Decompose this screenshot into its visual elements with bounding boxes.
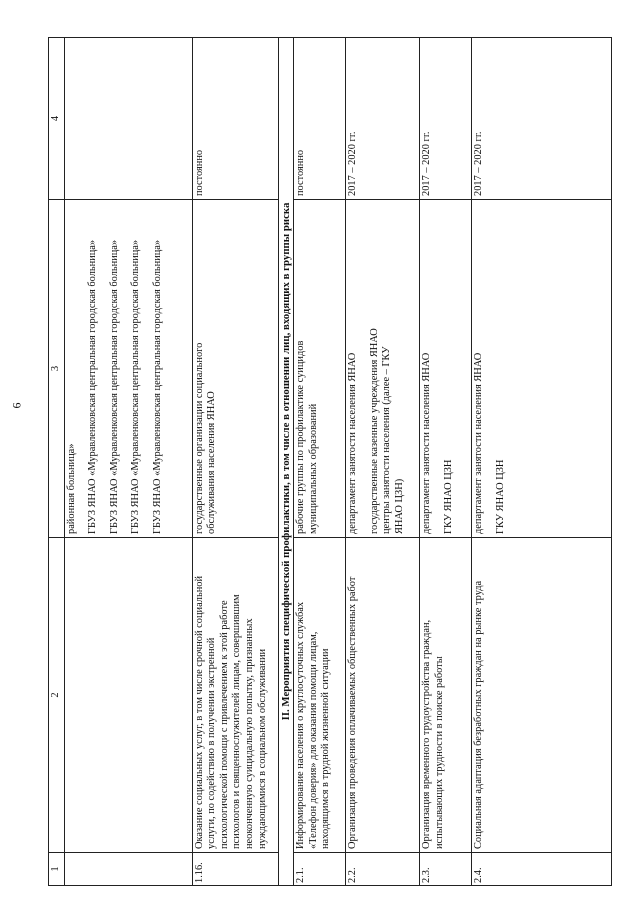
cell-organizations — [192, 200, 278, 538]
org-block — [152, 203, 165, 534]
cell-num: 2.2. — [346, 853, 420, 886]
header-row — [49, 38, 65, 886]
org-line: ЯНАО ЦЗН) — [393, 478, 405, 534]
measure-line: Социальная адаптация безработных граждан на рынке труда — [473, 580, 485, 849]
table-row-2-4 — [472, 38, 612, 886]
org-line: департамент занятости населения ЯНАО — [421, 352, 433, 534]
cell-organizations — [346, 200, 420, 538]
org-block — [87, 203, 100, 534]
measure-line: Организация проведения оплачиваемых общественных работ — [347, 576, 359, 849]
cell-organizations — [64, 200, 192, 538]
table-row-2-3 — [420, 38, 472, 886]
cell-num: 2.4. — [472, 853, 612, 886]
org-line: рабочие группы по профилактике суицидов — [295, 340, 307, 534]
org-line: ГБУЗ ЯНАО «Муравленковская центральная городская больница» — [87, 239, 99, 534]
measure-line: психологической помощи с привлечением к этой работе — [218, 600, 230, 849]
page-number: 6 — [9, 402, 24, 409]
measures-table-sheet — [48, 38, 612, 886]
org-line: ГБУЗ ЯНАО «Муравленковская центральная городская больница» — [151, 239, 163, 534]
cell-organizations — [420, 200, 472, 538]
org-line: районная больница» — [65, 443, 77, 534]
cell-term: 2017 – 2020 гг. — [346, 38, 420, 200]
org-line: ГКУ ЯНАО ЦЗН — [494, 459, 506, 534]
header-col-1: 1 — [49, 853, 65, 886]
org-line: государственные казенные учреждения ЯНАО — [368, 328, 380, 534]
org-line: ГБУЗ ЯНАО «Муравленковская центральная городская больница» — [108, 239, 120, 534]
cell-measure — [420, 538, 472, 853]
org-line: муниципальных образований — [307, 403, 319, 534]
org-line: обслуживания населения ЯНАО — [206, 391, 218, 534]
cell-term: постоянно — [294, 38, 346, 200]
measure-line: Информирование населения о круглосуточных службах — [295, 601, 307, 849]
section-2-heading: II. Мероприятия специфической профилактики, в том числе в отношении лиц, входящих в группы риска — [278, 38, 294, 886]
org-line: департамент занятости населения ЯНАО — [347, 352, 359, 534]
header-col-2: 2 — [49, 538, 65, 853]
measure-line: неоконченную суицидальную попытку, признанных — [243, 618, 255, 849]
org-block — [130, 203, 143, 534]
measure-line: Организация временного трудоустройства граждан, — [421, 619, 433, 849]
org-line: центры занятости населения (далее – ГКУ — [381, 346, 393, 534]
cell-measure — [472, 538, 612, 853]
org-line: государственные организации социального — [193, 342, 205, 534]
cell-term: 2017 – 2020 гг. — [420, 38, 472, 200]
cell-measure — [346, 538, 420, 853]
cell-term: 2017 – 2020 гг. — [472, 38, 612, 200]
org-line: департамент занятости населения ЯНАО — [473, 352, 485, 534]
section-2-heading-row — [278, 38, 294, 886]
table-row-1-16 — [192, 38, 278, 886]
table-row-2-1 — [294, 38, 346, 886]
cell-term: постоянно — [192, 38, 278, 200]
cell-num — [64, 853, 192, 886]
measure-line: Оказание социальных услуг, в том числе срочной социальной — [193, 575, 205, 849]
org-line: ГКУ ЯНАО ЦЗН — [442, 459, 454, 534]
measure-line: услуги, по содействию в получении экстренной — [206, 637, 218, 849]
cell-num: 2.3. — [420, 853, 472, 886]
measure-line: нуждающимися в социальном обслуживании — [256, 648, 268, 849]
cell-measure — [64, 538, 192, 853]
measure-line: психологов и священнослужителей лицам, совершившим — [231, 594, 243, 849]
cell-measure — [294, 538, 346, 853]
measure-line: испытывающих трудности в поиске работы — [433, 656, 445, 849]
table-row-continuation — [64, 38, 192, 886]
measure-line: «Телефон доверия» для оказания помощи лицам, — [307, 631, 319, 849]
org-block — [66, 203, 79, 534]
header-col-4: 4 — [49, 38, 65, 200]
cell-organizations — [294, 200, 346, 538]
measures-table — [48, 37, 612, 886]
measure-line: находящимся в трудной жизненной ситуации — [320, 648, 332, 849]
header-col-3: 3 — [49, 200, 65, 538]
cell-num: 1.16. — [192, 853, 278, 886]
cell-measure — [192, 538, 278, 853]
org-block — [109, 203, 122, 534]
cell-organizations — [472, 200, 612, 538]
org-line: ГБУЗ ЯНАО «Муравленковская центральная городская больница» — [130, 239, 142, 534]
cell-num: 2.1. — [294, 853, 346, 886]
table-row-2-2 — [346, 38, 420, 886]
cell-term — [64, 38, 192, 200]
